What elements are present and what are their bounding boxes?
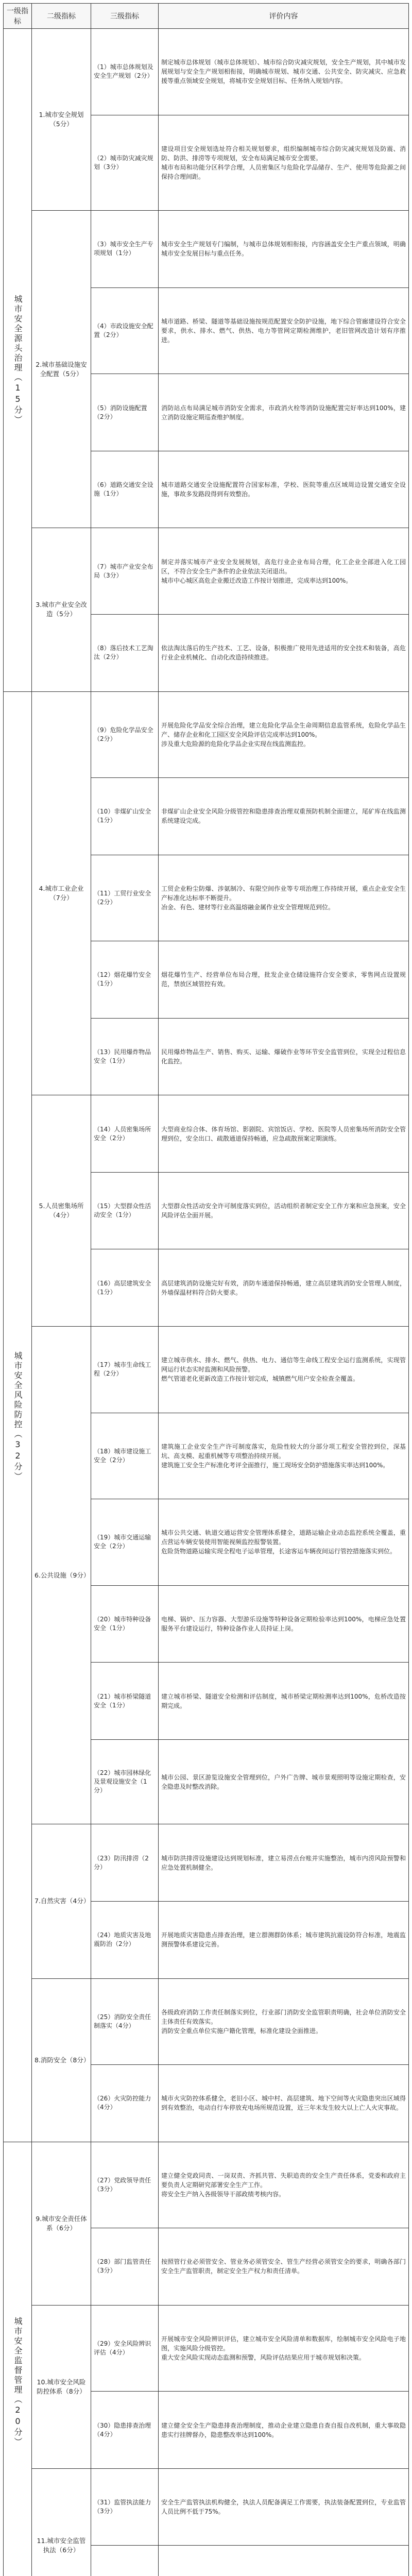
evaluation-content xyxy=(159,1172,409,1249)
content-paragraph: 冶金、有色、建材等行业高温熔融金属作业安全管理规范到位。 xyxy=(161,903,335,911)
content-paragraph: 城市防洪排涝设施建设达到规划标准，建立易涝点台账并实施整治，城市内涝风险预警和应急处置机制健全。 xyxy=(161,1854,406,1871)
evaluation-content xyxy=(159,2142,409,2228)
level-3-indicator: （1）城市总体规划及安全生产规划（2分） xyxy=(91,29,159,115)
table-row xyxy=(4,2468,409,2546)
level-3-indicator: （23）防汛排涝（2分） xyxy=(91,1824,159,1902)
content-paragraph: 危险货物道路运输实现全程电子运单管理，长途客运车辆夜间运行管控措施落实到位。 xyxy=(161,1548,397,1555)
table-row xyxy=(4,528,409,615)
level-3-indicator xyxy=(91,2546,159,2576)
content-paragraph: 建筑施工企业安全生产许可制度落实，危险性较大的分部分项工程安全管控到位，深基坑、高支模、起重机械等专项整治持续开展。 xyxy=(161,1443,406,1460)
level-3-indicator: （13）民用爆炸物品安全（1分） xyxy=(91,1018,159,1095)
content-paragraph: 各级政府消防工作责任制落实到位，行业部门消防安全监管职责明确，社会单位消防安全主体责任有效落实。 xyxy=(161,2008,406,2025)
level-2-indicator: 6.公共设施（9分） xyxy=(32,1327,91,1824)
evaluation-content xyxy=(159,778,409,855)
content-paragraph: 烟花爆竹生产、经营单位布局合理，批发企业仓储设施符合安全要求，零售网点设置规范，禁放区域管控有效。 xyxy=(161,971,406,988)
table-row xyxy=(4,1327,409,1413)
content-paragraph: 开展危险化学品安全综合治理，建立危险化学品全生命周期信息监管系统，危险化学品生产、储存企业和化工园区安全风险评估完成率达到100%。 xyxy=(161,721,406,738)
content-paragraph: 大型商业综合体、体育场馆、影剧院、宾馆饭店、学校、医院等人员密集场所消防安全管理到位，安全出口、疏散通道保持畅通，应急疏散预案定期演练。 xyxy=(161,1125,406,1142)
evaluation-content xyxy=(159,287,409,374)
level-1-label: 城市安全风险防控（32分） xyxy=(13,1351,23,1482)
level-3-indicator: （28）部门监管责任（3分） xyxy=(91,2228,159,2306)
content-paragraph: 城市火灾防控体系健全，老旧小区、城中村、高层建筑、地下空间等火灾隐患突出区域得到有效整治，电动自行车停放充电场所规范设置，近三年未发生较大以上亡人火灾事故。 xyxy=(161,2095,406,2112)
content-paragraph: 城市公共交通、轨道交通运营安全管理体系健全，道路运输企业动态监控系统全覆盖，重点营运车辆安装使用智能视频监控报警装置。 xyxy=(161,1529,406,1546)
content-paragraph: 城市道路交通安全设施配置符合国家标准，学校、医院等重点区域周边设置交通安全设施，事故多发路段得到有效整治。 xyxy=(161,481,406,498)
level-3-indicator: （12）烟花爆竹安全（1分） xyxy=(91,941,159,1019)
content-paragraph: 城市公园、景区游览设施安全管理到位，户外广告牌、城市景观照明等设施定期检查，安全隐患及时整改消除。 xyxy=(161,1773,406,1790)
content-paragraph: 电梯、锅炉、压力容器、大型游乐设施等特种设备定期检验率达到100%，电梯应急处置服务平台建设运行，特种设备作业人员持证上岗。 xyxy=(161,1615,406,1632)
level-3-indicator: （3）城市安全生产专项规划（1分） xyxy=(91,211,159,288)
level-3-indicator: （18）城市建设施工安全（2分） xyxy=(91,1413,159,1499)
content-paragraph: 安全生产监管执法机构健全，执法人员配备满足工作需要，执法装备配置到位，专业监管人员比例不低于75%。 xyxy=(161,2499,406,2516)
content-paragraph: 建设项目安全规划选址符合相关规划要求，组织编制城市综合防灾减灾规划及防震、消防、防洪、排涝等专项规划，安全布局满足城市安全需要。 xyxy=(161,145,406,162)
content-paragraph: 城市中心城区高危企业搬迁改造工作按计划推进，完成率达到100%。 xyxy=(161,577,352,584)
header-level-3: 三级指标 xyxy=(91,4,159,29)
level-3-indicator: （10）非煤矿山安全（1分） xyxy=(91,778,159,855)
evaluation-content xyxy=(159,2305,409,2392)
table-row xyxy=(4,1095,409,1173)
evaluation-table xyxy=(3,3,409,2576)
evaluation-content xyxy=(159,614,409,691)
evaluation-content xyxy=(159,691,409,778)
level-1-indicator xyxy=(4,2142,32,2576)
table-row xyxy=(4,2305,409,2392)
table-row xyxy=(4,29,409,115)
evaluation-content xyxy=(159,1413,409,1499)
level-2-indicator: 1.城市安全规划（5分） xyxy=(32,29,91,211)
level-3-indicator: （16）高层建筑安全（1分） xyxy=(91,1249,159,1327)
level-3-indicator: （25）消防安全责任制落实（4分） xyxy=(91,1978,159,2065)
content-paragraph: 建立城市桥梁、隧道安全检测和评估制度，城市桥梁定期检测率达到100%，危桥改造按期完成。 xyxy=(161,1692,406,1709)
evaluation-content xyxy=(159,1249,409,1327)
level-3-indicator: （2）城市防灾减灾规划（3分） xyxy=(91,115,159,211)
table-row xyxy=(4,1978,409,2065)
evaluation-content xyxy=(159,1585,409,1663)
level-3-indicator: （21）城市桥梁隧道安全（1分） xyxy=(91,1663,159,1740)
content-paragraph: 城市布局和功能分区科学合理，人员密集区与危险化学品储存、生产、使用等危险源之间保持合理间距。 xyxy=(161,163,406,180)
content-paragraph: 高层建筑消防设施完好有效，消防车通道保持畅通，建立高层建筑消防安全管理人制度，外墙保温材料符合防火要求。 xyxy=(161,1279,406,1296)
level-3-indicator: （7）城市产业安全布局（3分） xyxy=(91,528,159,615)
evaluation-content xyxy=(159,528,409,615)
content-paragraph: 消防安全重点单位实施户籍化管理，标准化建设全面推进。 xyxy=(161,2027,322,2035)
level-3-indicator: （19）城市交通运输安全（2分） xyxy=(91,1499,159,1586)
level-2-indicator: 11.城市安全监管执法（6分） xyxy=(32,2468,91,2576)
level-1-label: 城市安全监督管理（20分） xyxy=(13,2317,23,2448)
content-paragraph: 按照管行业必须管安全、管业务必须管安全、管生产经营必须管安全的要求，明确各部门安全生产监管职责，制定安全生产权力和责任清单。 xyxy=(161,2258,406,2275)
evaluation-content xyxy=(159,1018,409,1095)
level-3-indicator: （17）城市生命线工程（2分） xyxy=(91,1327,159,1413)
evaluation-content xyxy=(159,1978,409,2065)
evaluation-content xyxy=(159,1095,409,1173)
evaluation-content xyxy=(159,115,409,211)
level-3-indicator: （9）危险化学品安全（2分） xyxy=(91,691,159,778)
level-1-indicator xyxy=(4,691,32,2142)
content-paragraph: 重大安全风险实现动态监测和预警，风险评估结果应用于城市规划和决策。 xyxy=(161,2354,366,2362)
level-2-indicator: 5.人员密集场所（4分） xyxy=(32,1095,91,1327)
evaluation-content xyxy=(159,2228,409,2306)
level-3-indicator: （6）道路交通安全设施（1分） xyxy=(91,451,159,528)
header-content: 评价内容 xyxy=(159,4,409,29)
header-level-2: 二级指标 xyxy=(32,4,91,29)
level-3-indicator: （29）安全风险辨识评估（4分） xyxy=(91,2305,159,2392)
evaluation-content xyxy=(159,1739,409,1824)
level-2-indicator: 10.城市安全风险防控体系（8分） xyxy=(32,2305,91,2468)
level-3-indicator: （11）工贸行业安全（2分） xyxy=(91,855,159,941)
content-paragraph: 燃气管道老化更新改造工作按计划完成，城镇燃气用户安全检查全覆盖。 xyxy=(161,1375,359,1383)
table-row xyxy=(4,691,409,778)
level-3-indicator: （24）地质灾害及地震防治（2分） xyxy=(91,1901,159,1978)
evaluation-content xyxy=(159,1901,409,1978)
evaluation-content xyxy=(159,29,409,115)
evaluation-content xyxy=(159,1327,409,1413)
level-2-indicator: 2.城市基础设施安全配置（5分） xyxy=(32,211,91,528)
level-2-indicator: 8.消防安全（8分） xyxy=(32,1978,91,2142)
content-paragraph: 依法淘汰落后的生产技术、工艺、设备，积极推广使用先进适用的安全技术和装备，高危行业企业机械化、自动化改造持续推进。 xyxy=(161,645,406,662)
evaluation-content xyxy=(159,2392,409,2469)
evaluation-content xyxy=(159,2546,409,2576)
table-header-row xyxy=(4,4,409,29)
level-2-indicator: 3.城市产业安全改造（5分） xyxy=(32,528,91,691)
content-paragraph: 城市道路、桥梁、隧道等基础设施按规范配置安全防护设施，地下综合管廊建设符合安全要求，供水、排水、燃气、供热、电力等管网定期检测维护，老旧管网改造计划有序推进。 xyxy=(161,317,406,344)
table-row xyxy=(4,211,409,288)
evaluation-content xyxy=(159,1499,409,1586)
evaluation-content xyxy=(159,2468,409,2546)
level-2-indicator: 4.城市工业企业（7分） xyxy=(32,691,91,1095)
table-row xyxy=(4,1824,409,1902)
evaluation-content xyxy=(159,211,409,288)
level-3-indicator: （22）城市园林绿化及景观设施安全（1分） xyxy=(91,1739,159,1824)
level-3-indicator: （30）隐患排查治理（4分） xyxy=(91,2392,159,2469)
level-2-indicator: 7.自然灾害（4分） xyxy=(32,1824,91,1978)
content-paragraph: 制定并落实城市产业安全发展规划，高危行业企业布局合理，化工企业全部进入化工园区，不符合安全生产条件的企业依法关闭退出。 xyxy=(161,558,406,575)
level-3-indicator: （20）城市特种设备安全（1分） xyxy=(91,1585,159,1663)
content-paragraph: 制定城市总体规划（城市总体规划）、城市综合防灾减灾规划，安全生产规划，其中城市发展规划与安全生产规划相衔接，明确城市规划、城市交通、公共安全、防灾减灾、应急救援等重点领域安全规划，将城市安全规划目标、任务纳入规划内容。 xyxy=(161,59,406,85)
level-3-indicator: （8）落后技术工艺淘汰（2分） xyxy=(91,614,159,691)
level-1-label: 城市安全源头治理（15分） xyxy=(13,295,23,426)
level-3-indicator: （5）消防设施配置（2分） xyxy=(91,374,159,451)
level-3-indicator: （15）大型群众性活动安全（1分） xyxy=(91,1172,159,1249)
table-body xyxy=(4,29,409,2576)
content-paragraph: 消防站点布局满足城市消防安全需求，市政消火栓等消防设施配置完好率达到100%，建立消防设施定期巡查维护制度。 xyxy=(161,404,406,421)
content-paragraph: 工贸企业粉尘防爆、涉氨制冷、有限空间作业等专项治理工作持续开展，重点企业安全生产标准化达标率不断提升。 xyxy=(161,885,406,902)
content-paragraph: 民用爆炸物品生产、销售、购买、运输、爆破作业等环节安全监管到位，实现全过程信息化监控。 xyxy=(161,1048,406,1065)
level-2-indicator: 9.城市安全责任体系（6分） xyxy=(32,2142,91,2305)
evaluation-content xyxy=(159,451,409,528)
level-3-indicator: （4）市政设施安全配置（2分） xyxy=(91,287,159,374)
content-paragraph: 非煤矿山企业安全风险分级管控和隐患排查治理双重预防机制全面建立，尾矿库在线监测系统建设完成。 xyxy=(161,808,406,825)
content-paragraph: 大型群众性活动安全许可制度落实到位，活动组织者制定安全工作方案和应急预案，安全风险评估全面开展。 xyxy=(161,1202,406,1219)
evaluation-content xyxy=(159,1824,409,1902)
content-paragraph: 建立健全党政同责、一岗双责、齐抓共管、失职追责的安全生产责任体系，党委和政府主要负责人定期研究部署安全生产工作。 xyxy=(161,2172,406,2189)
header-level-1: 一级指标 xyxy=(4,4,32,29)
evaluation-content xyxy=(159,374,409,451)
level-3-indicator: （26）火灾防控能力（4分） xyxy=(91,2065,159,2142)
evaluation-content xyxy=(159,855,409,941)
level-3-indicator: （27）党政领导责任（3分） xyxy=(91,2142,159,2228)
evaluation-content xyxy=(159,1663,409,1740)
level-1-indicator xyxy=(4,29,32,692)
content-paragraph: 涉及重大危险源的危险化学品企业实现在线监测监控。 xyxy=(161,740,310,748)
content-paragraph: 建立健全安全生产隐患排查治理制度，推动企业建立隐患自查自报自改机制，重大事故隐患实行挂牌督办，隐患整改率达到100%。 xyxy=(161,2421,406,2438)
level-3-indicator: （31）监管执法能力（3分） xyxy=(91,2468,159,2546)
content-paragraph: 城市安全生产规划专门编制，与城市总体规划相衔接，内容涵盖安全生产重点领域，明确城市安全发展目标与重点任务。 xyxy=(161,241,406,258)
content-paragraph: 开展地质灾害隐患点排查治理，建立群测群防体系；城市建筑抗震设防符合标准，地震监测预警体系建设完善。 xyxy=(161,1931,406,1948)
evaluation-content xyxy=(159,941,409,1019)
level-3-indicator: （14）人员密集场所安全（2分） xyxy=(91,1095,159,1173)
content-paragraph: 建立城市供水、排水、燃气、供热、电力、通信等生命线工程安全运行监测系统，实现管网运行状态实时监测和风险预警。 xyxy=(161,1357,406,1374)
table-row xyxy=(4,2142,409,2228)
content-paragraph: 开展城市安全风险辨识评估，建立城市安全风险清单和数据库，绘制城市安全风险电子地图，实施风险分级管控。 xyxy=(161,2335,406,2352)
content-paragraph: 建筑施工安全生产标准化考评全面推行，施工现场安全防护措施落实率达到100%。 xyxy=(161,1461,389,1469)
content-paragraph: 将安全生产纳入各级领导干部政绩考核内容。 xyxy=(161,2190,285,2198)
evaluation-content xyxy=(159,2065,409,2142)
